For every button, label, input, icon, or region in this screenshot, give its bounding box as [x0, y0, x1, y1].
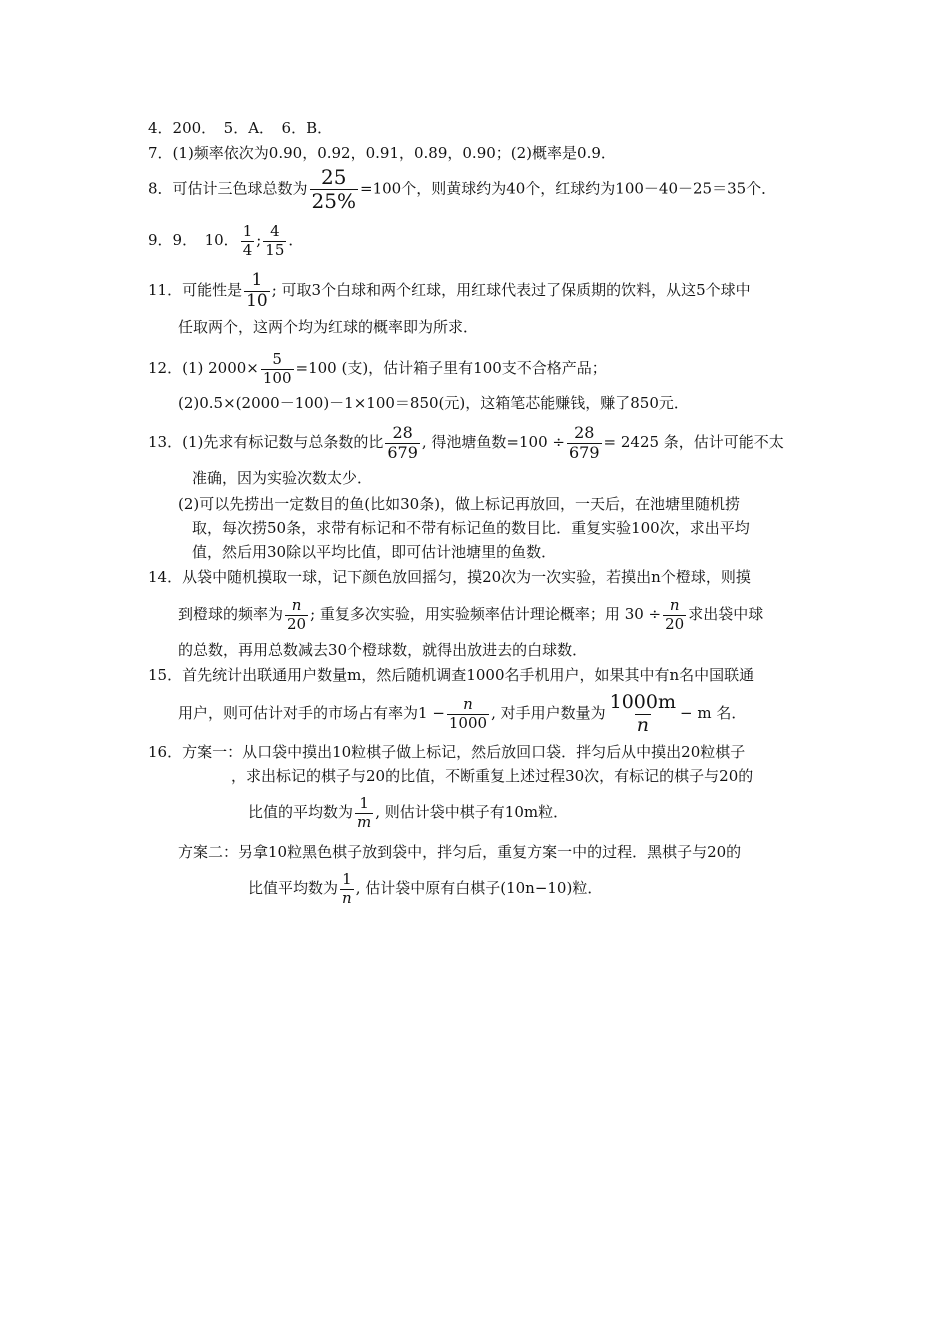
answer-14-middle: ; 重复多次实验，用实验频率估计理论概率；用 30 ÷: [310, 605, 662, 623]
fraction-denominator: 15: [265, 240, 285, 259]
answer-line-16-cont: ，求出标记的棋子与20的比值，不断重复上述过程30次，有标记的棋子与20的: [231, 767, 754, 785]
answer-line-13-cont: 准确，因为实验次数太少．: [192, 469, 373, 487]
fraction-5-over-100: [261, 351, 294, 387]
fraction-n-over-20: [663, 597, 686, 633]
answer-line-13-part2-cont: 取，每次捞50条，求带有标记和不带有标记鱼的数目比．重复实验100次，求出平均: [192, 519, 750, 537]
fraction-4-over-15: [263, 223, 286, 259]
fraction-numerator: 1: [251, 269, 263, 290]
answer-14-rest: 求出袋中球: [688, 605, 764, 623]
fraction-numerator: n: [669, 596, 680, 615]
answer-13-middle: , 得池塘鱼数=100 ÷: [421, 433, 565, 451]
fraction-denominator: n: [636, 713, 649, 736]
fraction-1-over-m: [355, 795, 373, 831]
fraction-denominator: 679: [568, 442, 600, 462]
answer-line-9-10: [148, 222, 303, 259]
fraction-numerator: 28: [574, 423, 595, 443]
answer-8-rest: =100个，则黄球约为40个，红球约为100－40－25＝35个．: [360, 179, 777, 198]
fraction-1-over-4: [241, 223, 255, 259]
answer-line-12-part2: (2)0.5×(2000－100)－1×100＝850(元)，这箱笔芯能赚钱，赚了850元．: [178, 394, 689, 412]
answer-line-16-scheme2: 方案二：另拿10粒黑色棋子放到袋中，拌匀后，重复方案一中的过程．黑棋子与20的: [178, 843, 742, 861]
answer-line-14: 14．从袋中随机摸取一球，记下颜色放回摇匀，摸20次为一次实验，若摸出n个橙球，则摸: [148, 568, 751, 586]
fraction-denominator: m: [357, 812, 372, 831]
answer-line-14-cont: [178, 592, 763, 636]
answer-line-15-cont: [178, 690, 746, 736]
answer-8-prefix: 8．可估计三色球总数为: [148, 179, 308, 198]
answer-15-prefix: 用户，则可估计对手的市场占有率为1 −: [178, 704, 445, 722]
fraction-denominator: 20: [665, 614, 685, 633]
answer-15-rest: − m 名．: [680, 704, 747, 722]
fraction-28-over-679: [567, 424, 602, 462]
fraction-numerator: 1: [242, 222, 253, 241]
answer-line-13-part2-end: 值，然后用30除以平均比值，即可估计池塘里的鱼数．: [192, 543, 557, 561]
answer-line-13-part2: (2)可以先捞出一定数目的鱼(比如30条)，做上标记再放回，一天后，在池塘里随机捞: [178, 495, 741, 513]
fraction-numerator: 4: [270, 222, 280, 241]
fraction-28-over-679: [385, 424, 420, 462]
answer-11-prefix: 11．可能性是: [148, 281, 243, 299]
fraction-denominator: 25%: [311, 189, 356, 213]
answer-16-prefix: 比值的平均数为: [248, 803, 354, 821]
fraction-1-over-n: [340, 871, 354, 907]
answer-16-rest: , 则估计袋中棋子有10m粒．: [375, 803, 569, 821]
answer-line-16-scheme1-end: [248, 790, 568, 834]
fraction-denominator: n: [342, 888, 352, 907]
answer-line-11-cont: 任取两个，这两个均为红球的概率即为所求．: [178, 318, 479, 336]
fraction-n-over-1000: [447, 696, 489, 732]
answer-15-middle: , 对手用户数量为: [491, 704, 606, 722]
answer-10-end: ．: [288, 231, 304, 249]
fraction-denominator: 10: [246, 290, 268, 311]
fraction-1-over-10: [244, 271, 270, 311]
answer-line-16-scheme2-end: [248, 866, 602, 910]
fraction-numerator: 1: [359, 794, 369, 813]
answer-12-rest: =100 (支)，估计箱子里有100支不合格产品；: [295, 359, 607, 377]
fraction-n-over-20: [285, 597, 308, 633]
fraction-separator: ;: [256, 231, 262, 249]
answer-line-12: [148, 348, 607, 388]
answer-line-13: [148, 420, 784, 464]
answer-line-15: 15．首先统计出联通用户数量m，然后随机调查1000名手机用户，如果其中有n名中国联通: [148, 666, 755, 684]
fraction-numerator: 5: [272, 350, 282, 369]
fraction-denominator: 4: [242, 240, 253, 259]
fraction-numerator: n: [463, 695, 473, 714]
fraction-numerator: 28: [392, 423, 413, 443]
answer-13-prefix: 13．(1)先求有标记数与总条数的比: [148, 433, 384, 451]
answer-14-prefix: 到橙球的频率为: [178, 605, 284, 623]
answer-13-rest: = 2425 条，估计可能不太: [603, 433, 784, 451]
fraction-denominator: 1000: [448, 713, 488, 732]
answer-16b-rest: , 估计袋中原有白棋子(10n−10)粒．: [355, 879, 603, 897]
answer-line-11: [148, 270, 751, 311]
answer-16b-prefix: 比值平均数为: [248, 879, 339, 897]
fraction-25-over-25pct: [310, 166, 358, 213]
fraction-denominator: 100: [262, 368, 292, 387]
answer-line-8: [148, 166, 776, 213]
answer-9-10-prefix: 9．9． 10．: [148, 231, 239, 249]
answer-11-rest: ; 可取3个白球和两个红球，用红球代表过了保质期的饮料，从这5个球中: [271, 281, 751, 299]
fraction-numerator: 25: [321, 165, 347, 189]
answer-12-prefix: 12．(1) 2000×: [148, 359, 259, 377]
answer-line-7: 7．(1)频率依次为0.90，0.92，0.91，0.89，0.90；(2)概率是0.9．: [148, 144, 616, 162]
fraction-numerator: 1: [342, 870, 352, 889]
fraction-numerator: n: [291, 596, 302, 615]
fraction-1000m-over-n: [608, 692, 678, 737]
fraction-numerator: 1000m: [609, 690, 676, 713]
answer-line-16: 16．方案一：从口袋中摸出10粒棋子做上标记，然后放回口袋．拌匀后从中摸出20粒棋子: [148, 743, 746, 761]
answer-line-14-end: 的总数，再用总数减去30个橙球数，就得出放进去的白球数．: [178, 641, 588, 659]
fraction-denominator: 679: [387, 442, 418, 462]
answer-line-4-6: 4．200． 5．A． 6．B．: [148, 119, 333, 137]
fraction-denominator: 20: [287, 614, 307, 633]
